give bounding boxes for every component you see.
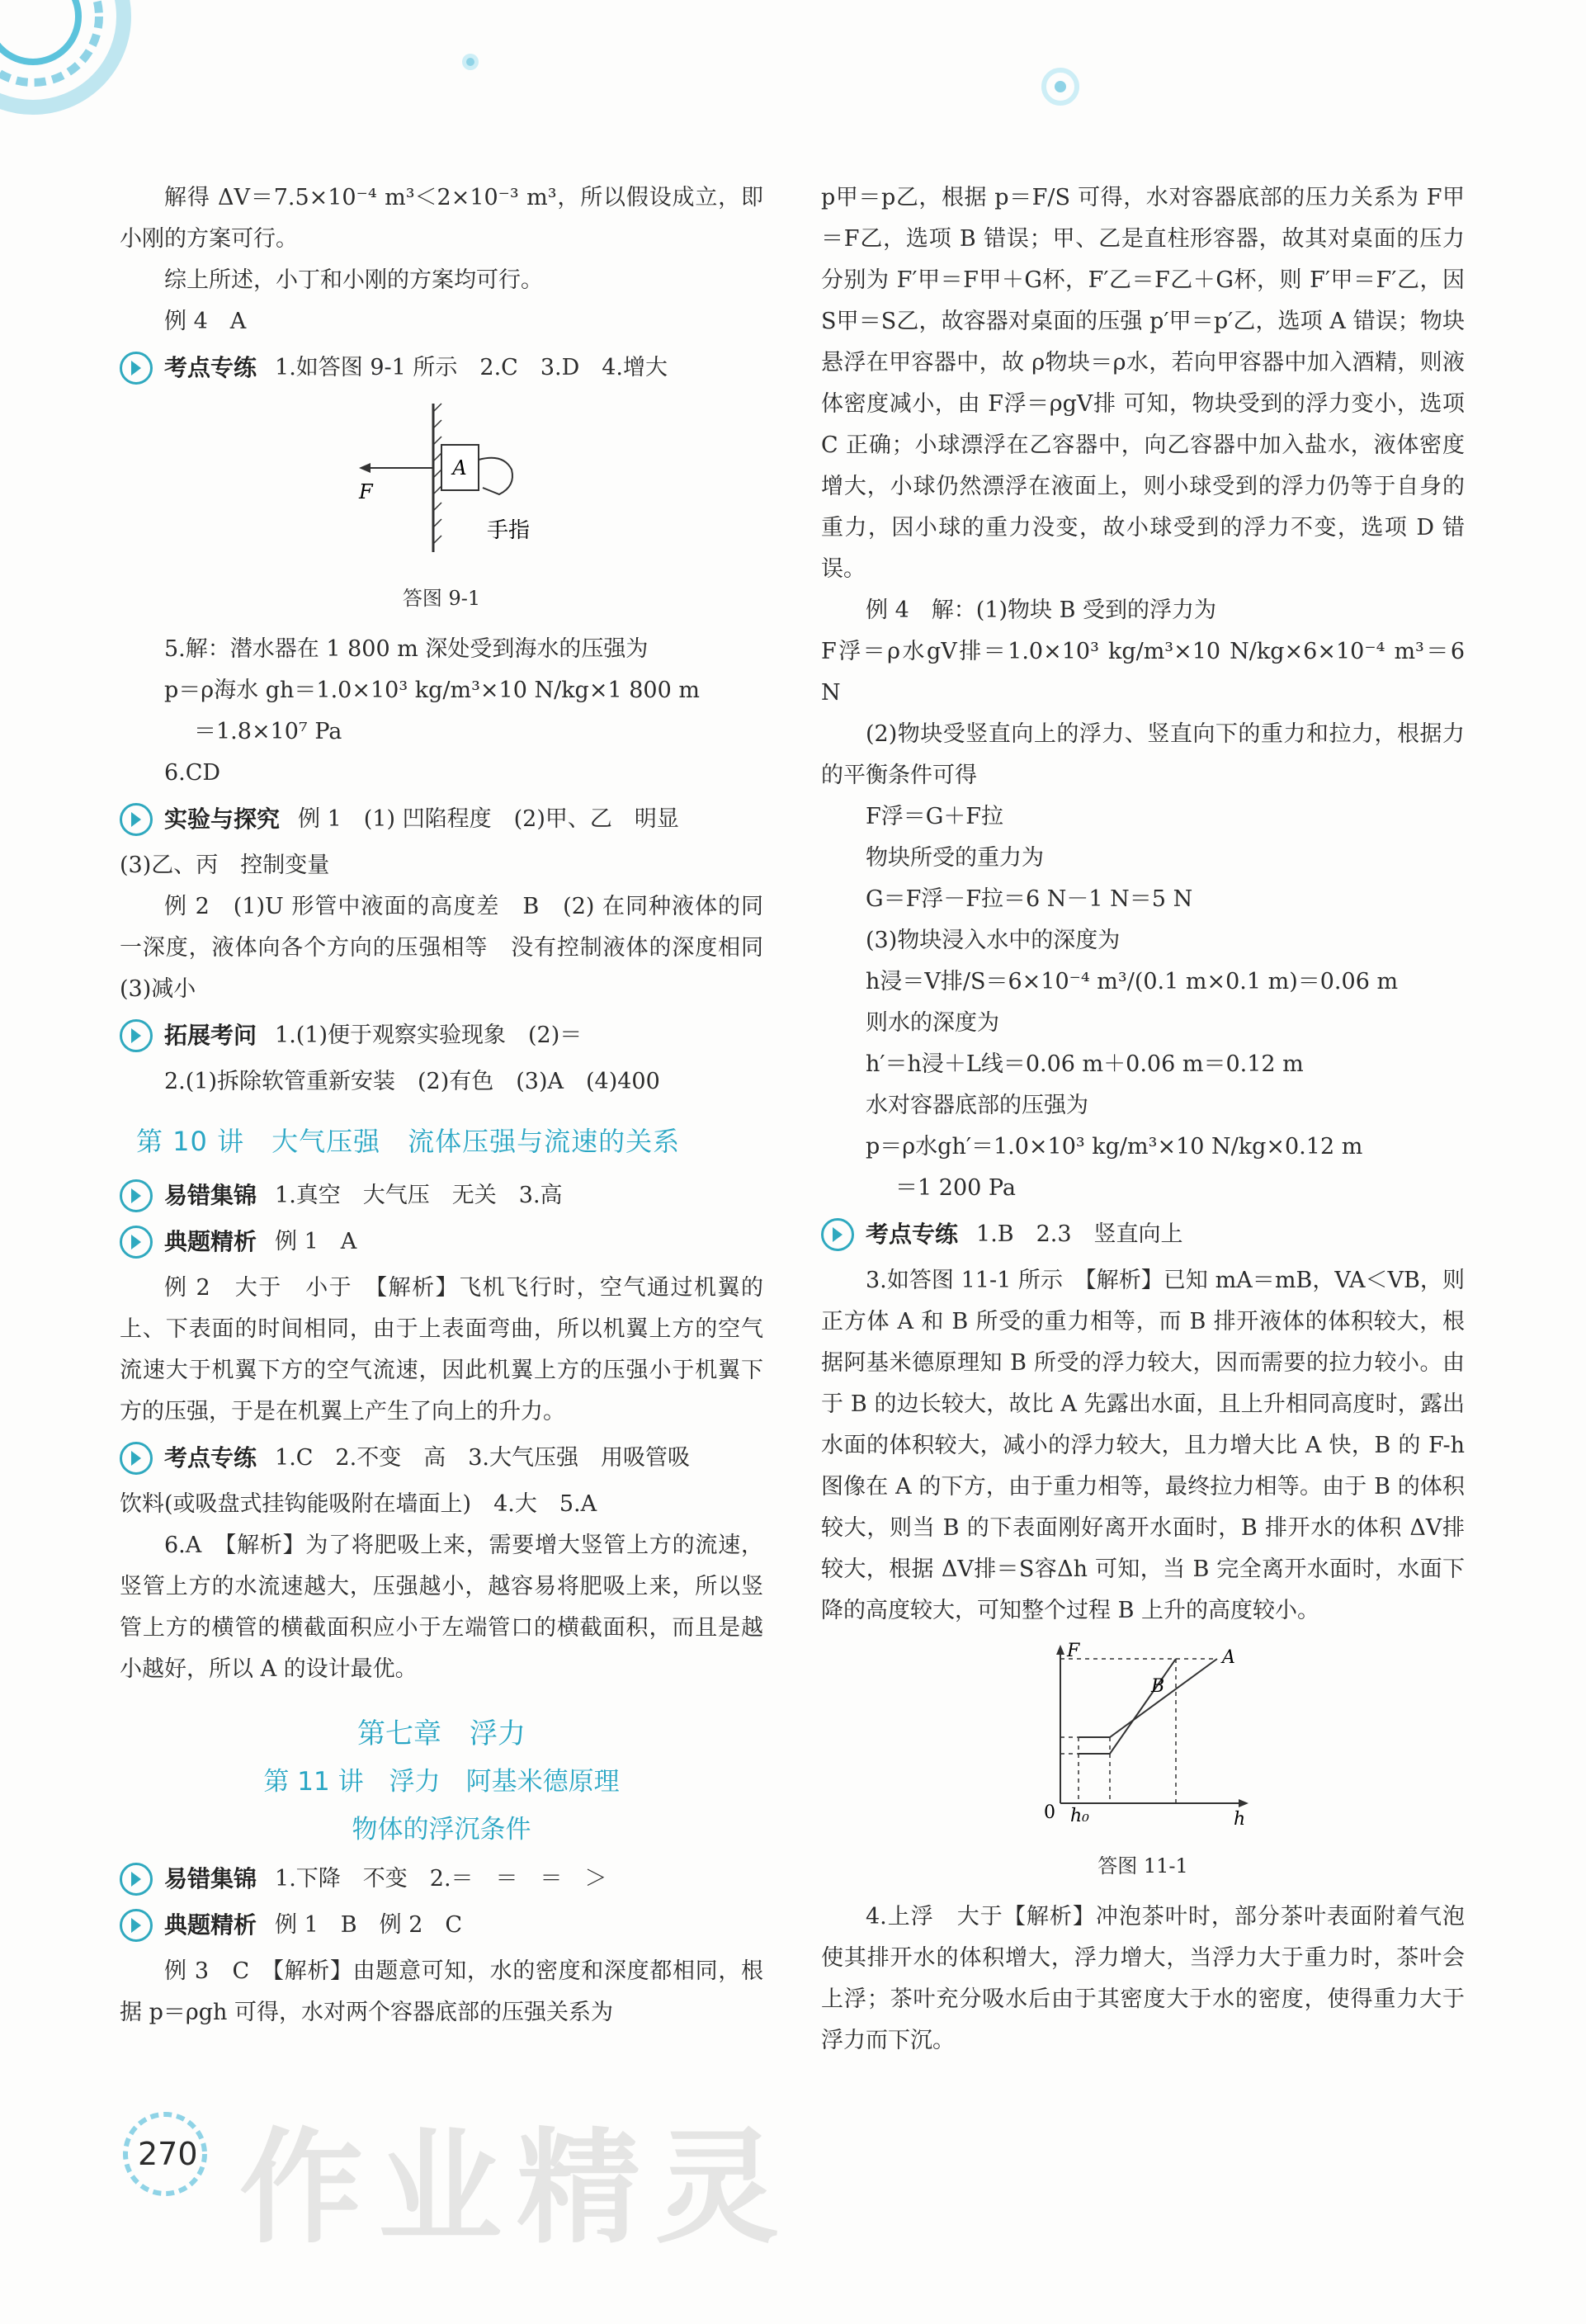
formula-line: p＝ρ海水 gh＝1.0×10³ kg/m³×10 N/kg×1 800 m <box>164 678 700 703</box>
section-title: 考点专练 <box>164 354 257 381</box>
formula-line: h′＝h浸＋L线＝0.06 m＋0.06 m＝0.12 m <box>866 1051 1304 1077</box>
label-finger: 手指 <box>487 518 531 543</box>
section-answers: 例 1 A <box>275 1229 357 1254</box>
text-line: 2.(1)拆除软管重新安装 (2)有色 (3)A (4)400 <box>164 1069 660 1094</box>
text-paragraph: 4.上浮 大于【解析】冲泡茶叶时，部分茶叶表面附着气泡使其排开水的体积增大，浮力增大，当浮力大于重力时，茶叶会上浮；茶叶充分吸水后由于其密度大于水的密度，使得重力大于浮力而下沉。 <box>821 1904 1465 2053</box>
origin: 0 <box>1044 1802 1055 1823</box>
lecture-heading: 第 11 讲 浮力 阿基米德原理 <box>263 1767 620 1797</box>
play-icon <box>120 1909 153 1942</box>
section-header <box>120 1221 763 1263</box>
text-line: (3)物块浸入水中的深度为 <box>866 928 1121 953</box>
formula-line: G＝F浮－F拉＝6 N－1 N＝5 N <box>866 886 1193 912</box>
section-header <box>120 1859 763 1900</box>
page-number: 270 <box>138 2136 198 2172</box>
text-line: (3)乙、丙 控制变量 <box>120 853 330 878</box>
section-answers: 1.(1)便于观察实验现象 (2)＝ <box>275 1023 583 1048</box>
section-header <box>120 1438 763 1479</box>
section-answers: 1.如答图 9-1 所示 2.C 3.D 4.增大 <box>275 355 668 380</box>
section-title: 考点专练 <box>866 1221 959 1248</box>
formula-line: h浸＝V排/S＝6×10⁻⁴ m³/(0.1 m×0.1 m)＝0.06 m <box>866 969 1399 994</box>
text-line: 饮料(或吸盘式挂钩能吸附在墙面上) 4.大 5.A <box>120 1491 597 1517</box>
text-line: 6.CD <box>164 760 221 786</box>
text-line: (2)物块受竖直向上的浮力、竖直向下的重力和拉力，根据力的平衡条件可得 <box>821 721 1465 788</box>
section-header <box>120 347 763 389</box>
axis-F: F <box>1067 1641 1080 1661</box>
section-answers: 1.真空 大气压 无关 3.高 <box>275 1183 563 1208</box>
section-header <box>120 1175 763 1216</box>
dot-decoration <box>1036 62 1085 111</box>
text-line: 例 2 (1)U 形管中液面的高度差 B (2) 在同种液体的同一深度，液体向各个方向的压强相等 没有控制液体的深度相同 (3)减小 <box>120 894 786 1002</box>
play-icon <box>120 1442 153 1475</box>
section-answers: 1.C 2.不变 高 3.大气压强 用吸管吸 <box>275 1445 690 1471</box>
section-answers: 1.下降 不变 2.＝ ＝ ＝ ＞ <box>275 1866 607 1892</box>
text-paragraph: 6.A 【解析】为了将肥吸上来，需要增大竖管上方的流速，竖管上方的水流速越大，压强越小，越容易将肥吸上来，所以竖管上方的横管的横截面积应小于左端管口的横截面积，而且是越小越好，所以 A 的设计最优。 <box>120 1533 763 1682</box>
text-line: 例 4 A <box>164 309 247 334</box>
play-icon <box>120 1179 153 1212</box>
section-title: 考点专练 <box>164 1444 257 1471</box>
section-title: 典题精析 <box>164 1228 257 1255</box>
section-title: 拓展考问 <box>164 1022 257 1049</box>
section-answers: 1.B 2.3 竖直向上 <box>976 1221 1183 1247</box>
text-paragraph: p甲＝p乙，根据 p＝F/S 可得，水对容器底部的压力关系为 F甲＝F乙，选项 B 错误；甲、乙是直柱形容器，故其对桌面的压力分别为 F′甲＝F甲＋G杯，F′乙＝F乙＋G杯，则 F′甲＝F′乙，因 S甲＝S乙，故容器对桌面的压强 p′甲＝p′乙，选项 A 错误；物块悬浮在甲容器中，故 ρ物块＝ρ水，若向甲容器中加入酒精，则液体密度减小，由 F浮＝ρgV排 可知，物块受到的浮力变小，选项 C 正确；小球漂浮在乙容器中，向乙容器中加入盐水，液体密度增大，小球仍然漂浮在液面上，则小球受到的浮力仍等于自身的重力，因小球的重力没变，故小球受到的浮力不变，选项 D 错误。 <box>821 185 1465 582</box>
text-line: 5.解：潜水器在 1 800 m 深处受到海水的压强为 <box>164 636 649 662</box>
watermark: 作业精灵 <box>239 2117 795 2260</box>
play-icon <box>120 1863 153 1896</box>
lecture-heading: 第 10 讲 大气压强 流体压强与流速的关系 <box>136 1126 681 1157</box>
wall-block-diagram <box>334 395 549 560</box>
chapter-heading: 第七章 浮力 <box>357 1717 526 1750</box>
text-line: 解得 ΔV＝7.5×10⁻⁴ m³＜2×10⁻³ m³，所以假设成立，即小刚的方案可行。 <box>120 185 763 252</box>
play-icon <box>120 1226 153 1259</box>
play-icon <box>120 352 153 385</box>
label-B: B <box>1151 1676 1165 1697</box>
text-paragraph: 例 2 大于 小于 【解析】飞机飞行时，空气通过机翼的上、下表面的时间相同，由于上表面弯曲，所以机翼上方的空气流速大于机翼下方的空气流速，因此机翼上方的压强小于机翼下方的压强，于是在机翼上产生了向上的升力。 <box>120 1275 763 1424</box>
left-column <box>120 177 786 2034</box>
corner-decoration <box>0 0 198 149</box>
formula-line: p＝ρ水gh′＝1.0×10³ kg/m³×10 N/kg×0.12 m <box>866 1134 1363 1160</box>
section-title: 易错集锦 <box>164 1865 257 1892</box>
formula-line: ＝1 200 Pa <box>895 1175 1016 1201</box>
figure-11-1 <box>821 1638 1465 1887</box>
text-line: 综上所述，小丁和小刚的方案均可行。 <box>164 267 543 293</box>
section-title: 实验与探究 <box>164 805 281 833</box>
play-icon <box>120 803 153 836</box>
play-icon <box>120 1019 153 1052</box>
text-line: 物块所受的重力为 <box>866 845 1044 871</box>
f-h-graph <box>1027 1638 1258 1828</box>
text-line: 则水的深度为 <box>866 1010 999 1036</box>
text-paragraph: 例 3 C 【解析】由题意可知，水的密度和深度都相同，根据 p＝ρgh 可得，水对两个容器底部的压强关系为 <box>120 1958 763 2025</box>
lecture-subheading: 物体的浮沉条件 <box>352 1815 531 1845</box>
section-answers: 例 1 B 例 2 C <box>275 1912 463 1938</box>
formula-line: ＝1.8×10⁷ Pa <box>194 719 342 744</box>
formula-line: F浮＝ρ水gV排＝1.0×10³ kg/m³×10 N/kg×6×10⁻⁴ m³＝6 N <box>821 639 1465 706</box>
text-paragraph: 3.如答图 11-1 所示 【解析】已知 mA＝mB，VA＜VB，则正方体 A 和 B 所受的重力相等，而 B 排开液体的体积较大，根据阿基米德原理知 B 所受的浮力较大，因而需要的拉力较小。由于 B 的边长较大，故比 A 先露出水面，且上升相同高度时，露出水面的体积较大，减小的浮力较大，且力增大比 A 快，B 的 F-h 图像在 A 的下方，由于重力相等，最终拉力相等。由于 B 的体积较大，则当 B 的下表面刚好离开水面时，B 排开水的体积 ΔV排 较大，根据 ΔV排＝S容Δh 可知，当 B 完全离开水面时，水面下降的高度较大，可知整个过程 B 上升的高度较小。 <box>821 1268 1465 1623</box>
section-header <box>120 1905 763 1946</box>
label-F: F <box>359 480 373 503</box>
page-number-badge <box>120 2109 210 2199</box>
text-line: 水对容器底部的压强为 <box>866 1093 1088 1118</box>
label-h0: h₀ <box>1070 1806 1089 1826</box>
label-A: A <box>452 456 467 479</box>
play-icon <box>821 1218 854 1251</box>
dot-decoration <box>446 45 495 78</box>
section-title: 典题精析 <box>164 1911 257 1939</box>
formula-line: F浮＝G＋F拉 <box>866 804 1004 829</box>
figure-caption: 答图 11-1 <box>1097 1854 1188 1878</box>
section-title: 易错集锦 <box>164 1182 257 1209</box>
section-header <box>120 1015 763 1056</box>
section-header <box>120 799 763 840</box>
section-answers: 例 1 (1) 凹陷程度 (2)甲、乙 明显 <box>298 806 679 832</box>
section-header <box>821 1214 1465 1255</box>
axis-h: h <box>1234 1809 1246 1828</box>
figure-caption: 答图 9-1 <box>402 587 481 610</box>
label-A: A <box>1222 1647 1235 1668</box>
text-line: 例 4 解：(1)物块 B 受到的浮力为 <box>866 598 1217 623</box>
figure-9-1 <box>120 395 763 619</box>
right-column <box>821 177 1465 2062</box>
